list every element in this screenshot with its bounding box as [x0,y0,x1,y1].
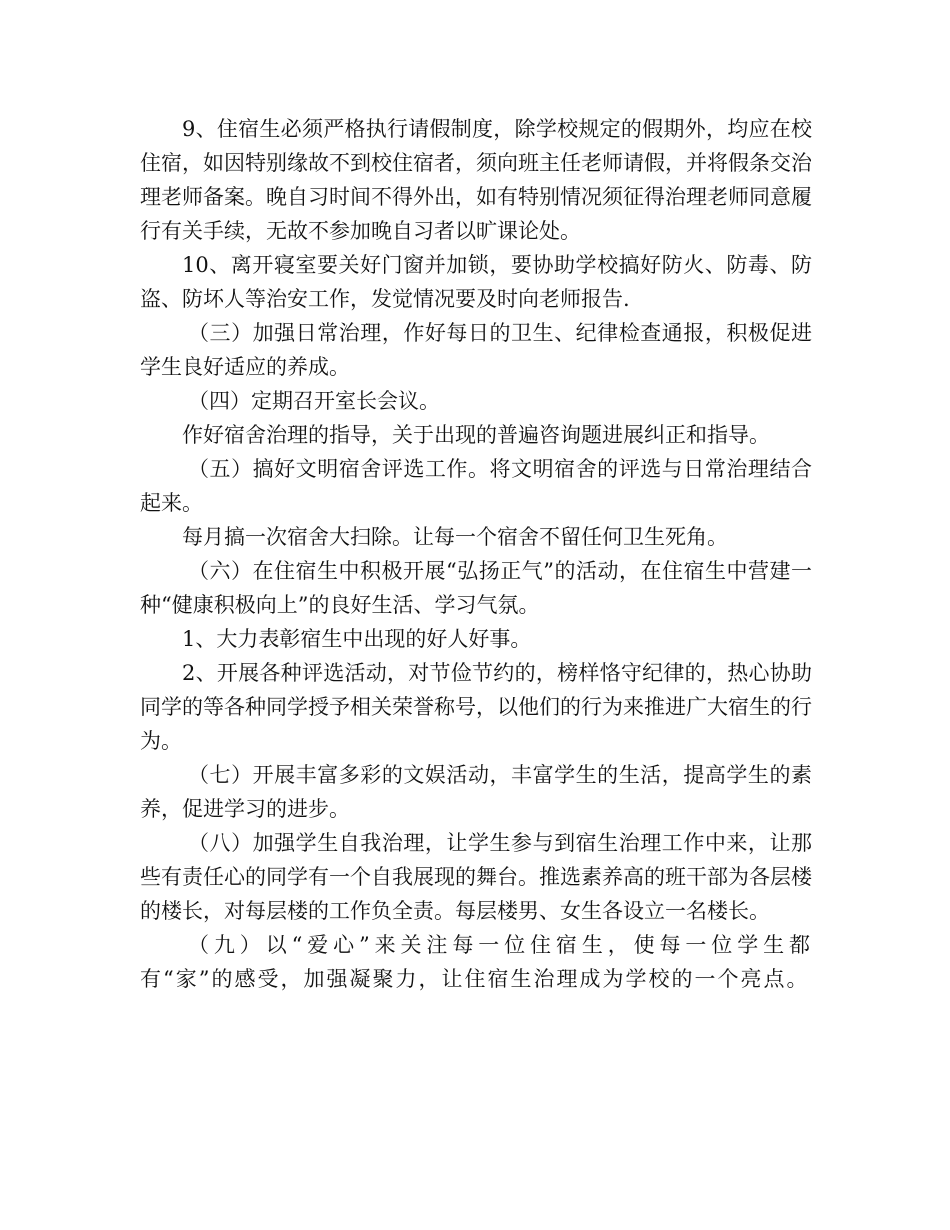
paragraph-section-6-item-1: 1、大力表彰宿生中出现的好人好事。 [182,627,532,651]
document-body [140,112,812,996]
paragraph-section-9: （九）以“爱心”来关注每一位住宿生，使每一位学生都有“家”的感受，加强凝聚力，让住宿生治理成为学校的一个亮点。 [140,933,812,991]
paragraph-section-6-item-2: 2、开展各种评选活动，对节俭节约的，榜样恪守纪律的，热心协助同学的等各种同学授予相关荣誉称号，以他们的行为来推进广大宿生的行为。 [140,661,812,753]
paragraph-section-6: （六）在住宿生中积极开展“弘扬正气”的活动，在住宿生中营建一种“健康积极向上”的良好生活、学习气氛。 [140,559,812,617]
paragraph-section-8: （八）加强学生自我治理，让学生参与到宿生治理工作中来，让那些有责任心的同学有一个自我展现的舞台。推选素养高的班干部为各层楼的楼长，对每层楼的工作负全责。每层楼男、女生各设立一名楼长。 [140,831,812,923]
paragraph-section-7: （七）开展丰富多彩的文娱活动，丰富学生的生活，提高学生的素养，促进学习的进步。 [140,763,812,821]
paragraph-section-4: （四）定期召开室长会议。 [188,389,440,413]
paragraph-section-5-detail: 每月搞一次宿舍大扫除。让每一个宿舍不留任何卫生死角。 [182,525,728,549]
paragraph-section-5: （五）搞好文明宿舍评选工作。将文明宿舍的评选与日常治理结合起来。 [140,457,812,515]
paragraph-rule-10: 10、离开寝室要关好门窗并加锁，要协助学校搞好防火、防毒、防盗、防坏人等治安工作，发觉情况要及时向老师报告. [140,253,812,311]
paragraph-section-3: （三）加强日常治理，作好每日的卫生、纪律检查通报，积极促进学生良好适应的养成。 [140,321,812,379]
paragraph-section-4-detail: 作好宿舍治理的指导，关于出现的普遍咨询题进展纠正和指导。 [182,423,770,447]
paragraph-rule-9: 9、住宿生必须严格执行请假制度，除学校规定的假期外，均应在校住宿，如因特别缘故不到校住宿者，须向班主任老师请假，并将假条交治理老师备案。晚自习时间不得外出，如有特别情况须征得治理老师同意履行有关手续，无故不参加晚自习者以旷课论处。 [140,117,812,243]
